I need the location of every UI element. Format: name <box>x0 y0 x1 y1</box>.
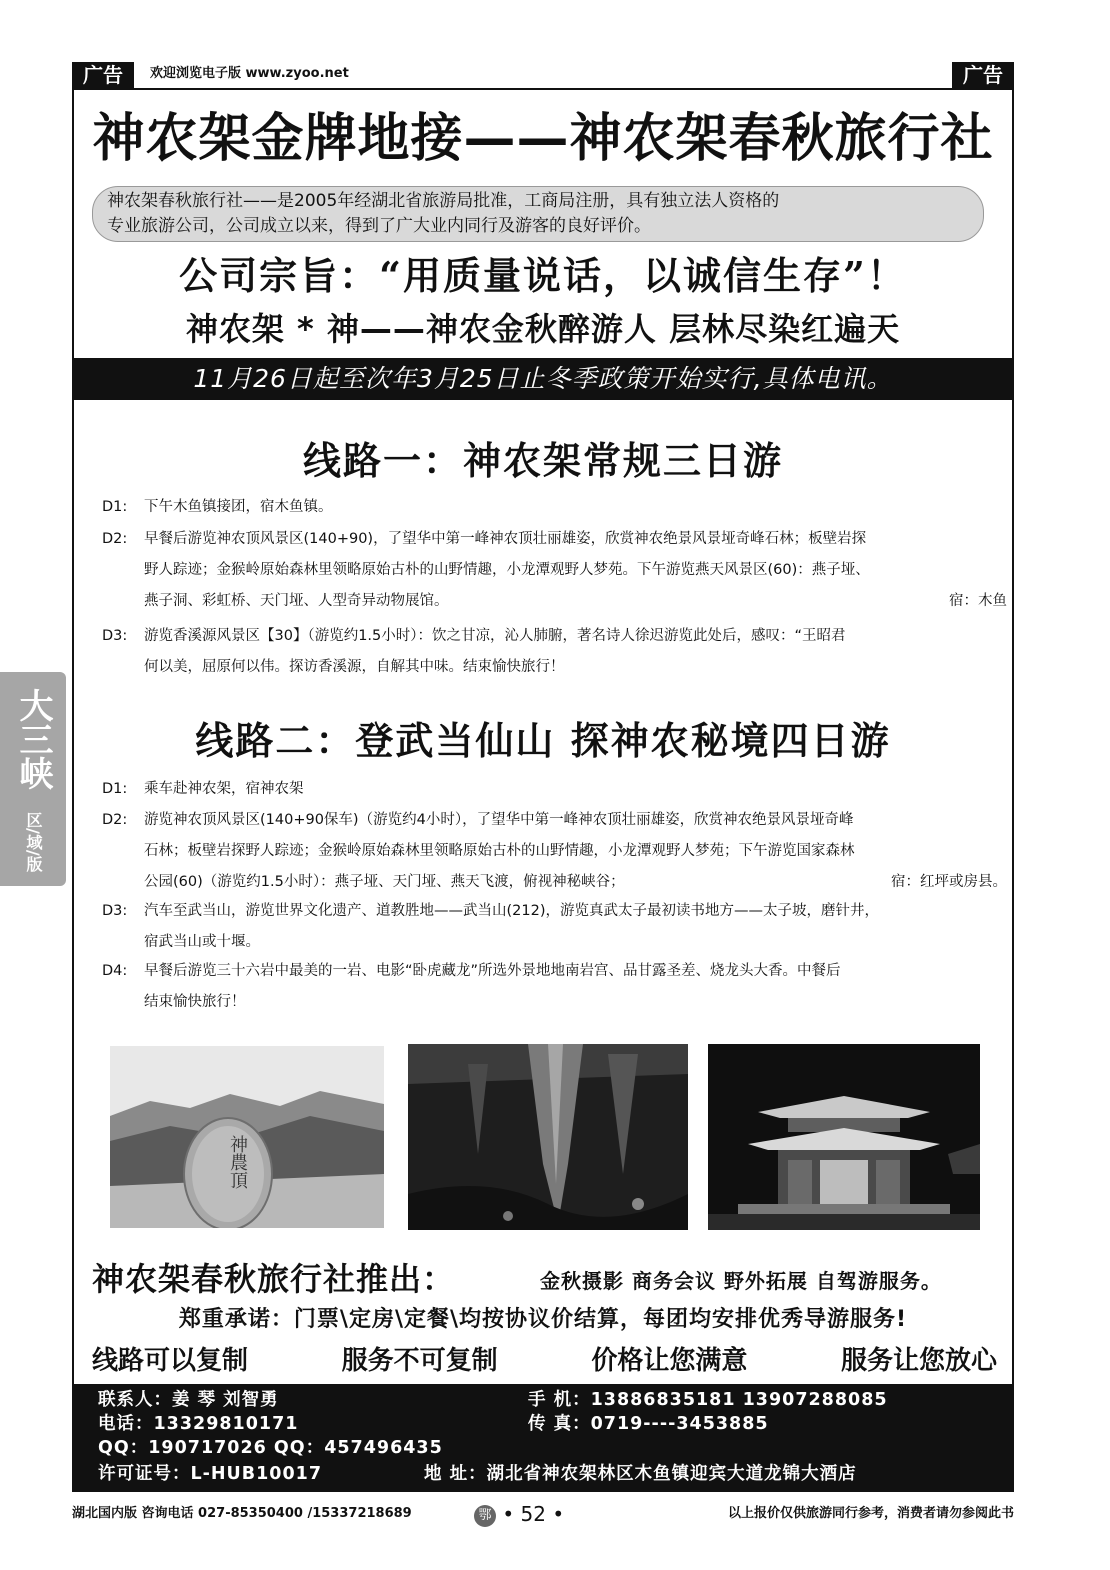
ad-tag-right: 广告 <box>952 62 1014 88</box>
motto-item: 服务不可复制 <box>341 1346 498 1376</box>
footer-left: 湖北国内版 咨询电话 027-85350400 /15337218689 <box>72 1506 412 1521</box>
intro-line-1: 神农架春秋旅行社——是2005年经湖北省旅游局批准，工商局注册，具有独立法人资格的 <box>107 191 780 211</box>
day-label: D1: <box>102 499 128 515</box>
company-motto: 公司宗旨：“用质量说话，以诚信生存”！ <box>179 253 907 298</box>
day-text: 石林；板壁岩探野人踪迹；金猴岭原始森林里领略原始古朴的山野情趣，小龙潭观野人梦苑；下午游览国家森林 <box>144 843 855 859</box>
contact-qq: QQ：190717026 QQ：457496435 <box>98 1438 443 1458</box>
day-text: 何以美，屈原何以伟。探访香溪源，自解其中味。结束愉快旅行！ <box>144 659 565 675</box>
day-label: D3: <box>102 903 128 919</box>
slogan: 神农架 * 神——神农金秋醉游人 层林尽染红遍天 <box>185 310 901 348</box>
route2-day3 <box>102 896 1007 958</box>
day-text: 宿武当山或十堰。 <box>144 934 260 950</box>
motto-item: 线路可以复制 <box>92 1346 249 1376</box>
footer-right: 以上报价仅供旅游同行参考，消费者请勿参阅此书 <box>727 1506 1014 1521</box>
contact-person: 联系人：姜 琴 刘智勇 <box>98 1390 279 1410</box>
contact-address: 地 址：湖北省神农架林区木鱼镇迎宾大道龙锦大酒店 <box>424 1464 857 1484</box>
day-label: D1: <box>102 781 128 797</box>
day-text: 汽车至武当山，游览世界文化遗产、道教胜地——武当山(212)，游览真武太子最初读书地方——太子坡，磨针井， <box>144 903 879 919</box>
promise-line: 郑重承诺：门票\定房\定餐\均按协议价结算，每团均安排优秀导游服务! <box>178 1307 908 1332</box>
route1-day1 <box>102 492 1007 523</box>
photo-wudang-temple <box>708 1044 980 1230</box>
day-text-line: 燕子洞、彩虹桥、天门垭、人型奇异动物展馆。 <box>144 593 449 609</box>
day-text: 结束愉快旅行！ <box>144 994 246 1010</box>
day-text: 游览神农顶风景区(140+90保车)（游览约4小时），了望华中第一峰神农顶壮丽雄姿，欣赏神农绝景风景垭奇峰 <box>144 812 854 828</box>
launch-heading: 神农架春秋旅行社推出： <box>92 1260 456 1298</box>
hero-title: 神农架金牌地接——神农架春秋旅行社 <box>92 109 994 169</box>
stay-note: 宿：红坪或房县。 <box>891 874 1007 890</box>
winter-notice-bar: 11月26日起至次年3月25日止冬季政策开始实行,具体电讯。 <box>72 358 1014 400</box>
motto-item: 价格让您满意 <box>591 1346 748 1376</box>
contact-license: 许可证号：L-HUB10017 <box>98 1464 322 1484</box>
day-text: 乘车赴神农架，宿神农架 <box>144 781 304 797</box>
day-label: D2: <box>102 531 128 547</box>
route1-title: 线路一：神农架常规三日游 <box>302 438 783 483</box>
day-text: 早餐后游览神农顶风景区(140+90)，了望华中第一峰神农顶壮丽雄姿，欣赏神农绝景风景垭奇峰石林；板壁岩探 <box>144 531 867 547</box>
contact-mobile[interactable]: 手 机：13886835181 13907288085 <box>528 1390 888 1410</box>
route2-day2 <box>102 805 1007 898</box>
stay-note: 宿：木鱼 <box>949 593 1007 609</box>
day-text: 早餐后游览三十六岩中最美的一岩、电影“卧虎藏龙”所选外景地地南岩宫、品甘露圣差、烧龙头大香。中餐后 <box>144 963 841 979</box>
contact-block <box>72 1384 1014 1492</box>
route2-title: 线路二：登武当仙山 探神农秘境四日游 <box>195 718 891 763</box>
service-list: 金秋摄影 商务会议 野外拓展 自驾游服务。 <box>540 1269 942 1293</box>
photo-shennongding-stone <box>110 1046 384 1228</box>
day-text: 下午木鱼镇接团，宿木鱼镇。 <box>144 499 333 515</box>
region-badge-icon: 鄂 <box>474 1505 496 1527</box>
route2-day4 <box>102 956 1007 1018</box>
side-tab-subtitle: 区/域/版 <box>24 812 43 872</box>
route2-day1 <box>102 774 1007 805</box>
ad-tag-left: 广告 <box>72 62 134 88</box>
day-text <box>144 867 1007 898</box>
photo-cave <box>408 1044 688 1230</box>
site-url[interactable]: 欢迎浏览电子版 www.zyoo.net <box>150 66 349 81</box>
side-tab-title: 大三峡 <box>13 688 53 790</box>
temple-photo <box>708 1044 980 1230</box>
day-label: D4: <box>102 963 128 979</box>
day-text: 游览香溪源风景区【30】（游览约1.5小时）：饮之甘凉，沁人肺腑，著名诗人徐迟游览此处后，感叹：“王昭君 <box>144 628 846 644</box>
day-label: D3: <box>102 628 128 644</box>
contact-fax: 传 真：0719----3453885 <box>528 1414 769 1434</box>
service-mottos <box>92 1340 997 1382</box>
intro-line-2: 专业旅游公司，公司成立以来，得到了广大业内同行及游客的良好评价。 <box>107 216 651 236</box>
stone-inscription: 神農頂 <box>227 1135 248 1189</box>
route1-day2 <box>102 524 1007 617</box>
page-number-text: • 52 • <box>502 1502 565 1526</box>
route1-day3 <box>102 621 1007 683</box>
region-side-tab <box>0 672 66 886</box>
cave-photo <box>408 1044 688 1230</box>
motto-item: 服务让您放心 <box>840 1346 997 1376</box>
day-text <box>144 586 1007 617</box>
day-text-line: 公园(60)（游览约1.5小时）：燕子垭、天门垭、燕天飞渡，俯视神秘峡谷； <box>144 874 625 890</box>
intro-box <box>92 186 984 242</box>
contact-phone[interactable]: 电话：13329810171 <box>98 1414 299 1434</box>
day-text: 野人踪迹；金猴岭原始森林里领略原始古朴的山野情趣，小龙潭观野人梦苑。下午游览燕天风景区(60)：燕子垭、 <box>144 562 870 578</box>
day-label: D2: <box>102 812 128 828</box>
page-number <box>474 1500 564 1528</box>
